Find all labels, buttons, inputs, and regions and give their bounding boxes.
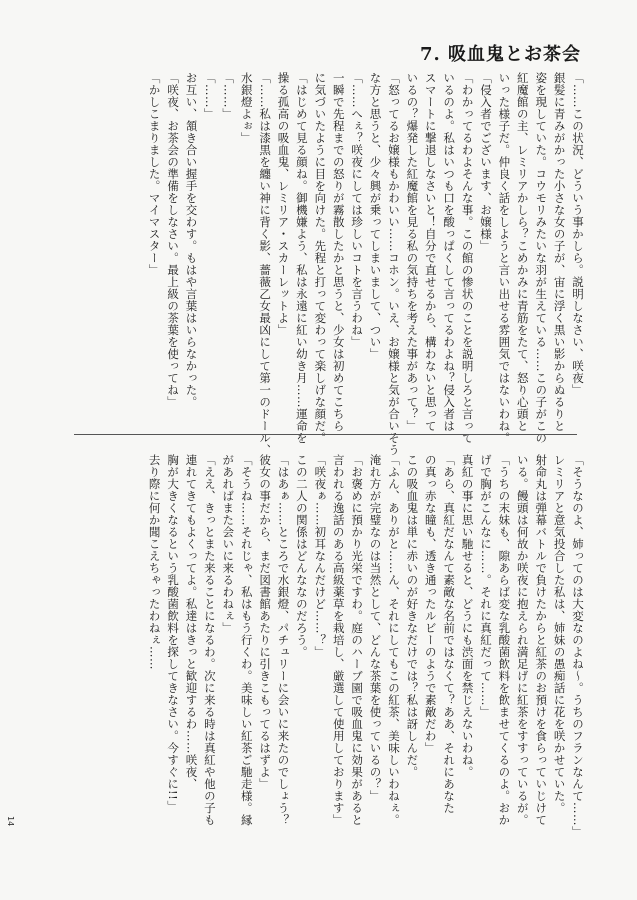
text-line: この二人の関係はどんななのだろう。 — [294, 454, 309, 658]
text-line: 去り際に何か聞こえちゃったわねぇ…… — [147, 454, 162, 670]
text-line: 「わかってるわよそんな事。この館の惨状のことを説明しろと言って — [460, 72, 475, 444]
text-line: 彼女の事だから、まだ図書館あたりに引きこもってるはずよ」 — [258, 454, 273, 790]
text-line: 「はじめて見る顔ね。御機嫌よう、私は永遠に紅い幼き月……運命を — [294, 72, 309, 444]
text-line: 「かしこまりました。マイマスター」 — [147, 72, 162, 276]
text-line: に気づいたように目を向けた。先程と打って変わって楽しげな顔だ。 — [313, 72, 328, 444]
text-line: 姿を現していた。コウモリみたいな羽が生えている……この子がこの — [534, 72, 549, 444]
text-line: 「……」 — [221, 72, 236, 120]
text-line: いるの？爆発した紅魔館を見る私の気持ちを考えた事があって？」 — [405, 72, 420, 432]
text-line: 「侵入者でございます、お嬢様」 — [478, 72, 493, 252]
text-line: 「ええ、きっとまた来ることになるわ。次に来る時は真紅や他の子も — [202, 454, 217, 826]
text-line: 言われる逸話のある高級薬草を栽培し、厳選して使用しております」 — [331, 454, 346, 826]
text-line: 射命丸は弾幕バトルで負けたからと紅茶のお預けを食らっていじけて — [534, 454, 549, 826]
text-line: いる。饅頭は何故か咲夜に抱えられ満足げに紅茶をすすっているが。 — [515, 454, 530, 826]
text-line: 「そうなのよ、姉ってのは大変なのよね～。うちのフランなんて……」 — [571, 454, 585, 838]
text-line: 水銀燈よぉ」 — [239, 72, 254, 144]
text-line: 「あら、真紅だなんて素敵な名前ではなくて？ああ、それにあなた — [442, 454, 457, 814]
text-line: スマートに撃退しなさいと！自分で直せるから、構わないと思って — [423, 72, 438, 432]
text-line: いるのよ。私はいつも口を酸っぱくして言ってるわよね？侵入者は — [442, 72, 457, 432]
text-line: 真紅の事に思い馳せると、どうにも渋面を禁じえないわね。 — [460, 454, 475, 778]
text-line: 「うちの末妹も、隙あらば変な乳酸菌飲料を飲ませてくるのよ。おか — [497, 454, 512, 826]
text-line: 紅魔館の主、レミリアかしら？こめかみに青筋をたて、怒り心頭と — [515, 72, 530, 432]
text-line: 「咲夜ぁ……初耳なんだけど……？」 — [313, 454, 328, 658]
text-line: 「ふん、ありがと……ん、それにしてもこの紅茶、美味しいわねぇ。 — [386, 454, 401, 826]
text-line: 淹れ方が完璧なのは当然として、どんな茶葉を使っているの？」 — [368, 454, 383, 802]
text-line: 連れてきてもよくってよ。私達はきっと歓迎するわ……咲夜、 — [184, 454, 199, 790]
upper-text-block — [145, 72, 587, 456]
chapter-title: 7. 吸血鬼とお茶会 — [420, 44, 582, 65]
lower-text-block — [145, 454, 587, 838]
text-line: 操る孤高の吸血鬼、レミリア・スカーレットよ」 — [276, 72, 291, 336]
text-line: の真っ赤な瞳も、透き通ったルビーのようで素敵だわ」 — [423, 454, 438, 754]
text-line: いった様子だ。仲良く話をしようと言い出せる雰囲気ではないわね。 — [497, 72, 512, 444]
text-line: があればまた会いに来るわねぇ」 — [221, 454, 236, 634]
text-line: 「はあぁ……ところで水銀燈、パチュリーに会いに来たのでしょう？ — [276, 454, 291, 826]
text-line: 「咲夜、お茶会の準備をしなさい。最上級の茶葉を使ってね」 — [166, 72, 181, 408]
text-line: お互い、頷き合い握手を交わす。もはや言葉はいらなかった。 — [184, 72, 199, 408]
text-line: 「……私は漆黒を纏い神に背く影、薔薇乙女最凶にして第一のドール、 — [258, 72, 273, 456]
text-line: 「そうね……それじゃ、私はもう行くわ。美味しい紅茶ご馳走様。縁 — [239, 454, 254, 826]
page-number: 14 — [6, 816, 15, 827]
text-line: 「お褒めに預かり光栄ですわ。庭のハーブ園で吸血鬼に効果があると — [350, 454, 365, 826]
text-line: げで胸がこんなに……。それに真紅だって……」 — [478, 454, 493, 718]
text-line: 「……」 — [202, 72, 217, 120]
text-line: 一瞬で先程までの怒りが霧散したかと思うと、少女は初めてこちら — [331, 72, 346, 432]
text-line: レミリアと意気投合した私は、姉妹の愚痴話に花を咲かせていた。 — [552, 454, 567, 814]
text-line: 「……この状況、どういう事かしら。説明しなさい、咲夜」 — [571, 72, 585, 396]
text-line: な方と思うと、少々興が乗ってしまいまして、つい」 — [368, 72, 383, 360]
section-divider — [74, 434, 577, 435]
text-line: 「……へぇ？咲夜にしては珍しいコトを言うわね」 — [350, 72, 365, 348]
text-line: この吸血鬼は単に赤いのが好きなだけでは？私は訝しんだ。 — [405, 454, 420, 778]
text-line: 胸が大きくなるという乳酸菌飲料を探してきなさい。今すぐに!!」 — [166, 454, 181, 813]
text-line: 「怒ってるお嬢様もかわいい……コホン。いえ、お嬢様と気が合いそう — [386, 72, 401, 456]
text-line: 銀髪に青みがかった小さな女の子が、宙に浮く黒い影からぬるりと — [552, 72, 567, 432]
